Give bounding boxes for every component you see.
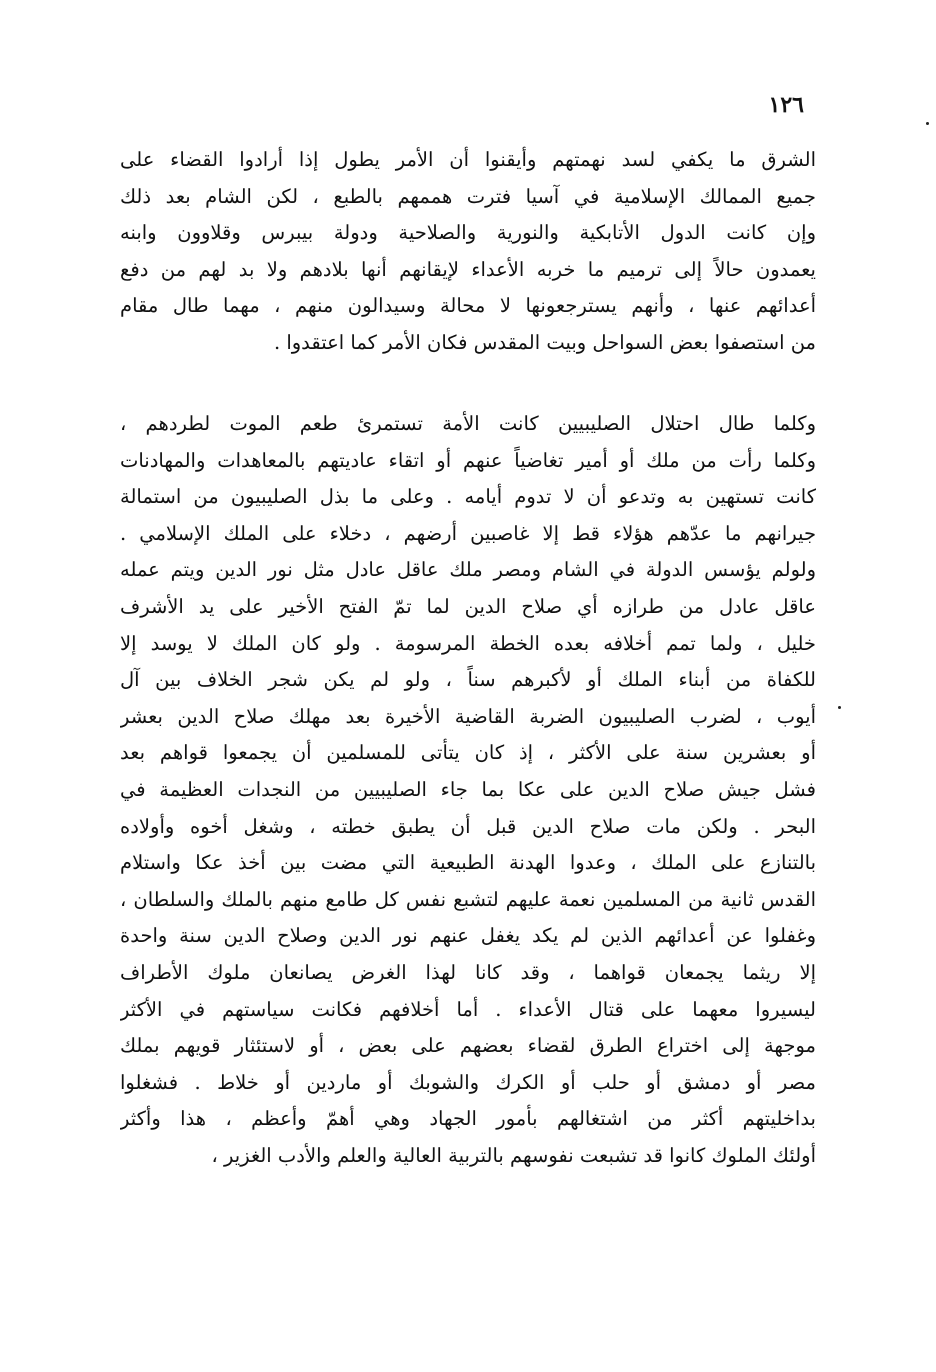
text-line: خليل ، ولما تمم أخلافه بعده الخطة المرسومة . ولو كان الملك لا يوسد إلا — [120, 631, 816, 655]
text-line: من استصفوا بعض السواحل وبيت المقدس فكان الأمر كما اعتقدوا . — [273, 330, 816, 354]
text-line: جميع الممالك الإسلامية في آسيا فترت هممهم بالطبع ، لكن الشام بعد ذلك — [120, 184, 816, 208]
page-number: ١٢٦ — [768, 92, 804, 118]
text-line: البحر . ولكن مات صلاح الدين قبل أن يطبق خطته ، وشغل أخوه وأولاده — [120, 814, 816, 838]
paragraph-2 — [120, 406, 816, 1174]
paragraph-1 — [120, 142, 816, 362]
text-line: فشل جيش صلاح الدين على عكا بما جاء الصليبيين من النجدات العظيمة في — [120, 777, 816, 801]
text-line: ليسيروا معهما على قتال الأعداء . أما أخلافهم فكانت سياستهم في الأكثر — [120, 997, 816, 1021]
text-line: وإن كانت الدول الأتابكية والنورية والصلاحية ودولة بيبرس وقلاوون وابنه — [120, 221, 816, 245]
scan-speck — [838, 706, 841, 709]
text-line: وكلما رأت من ملك أو أمير تغاضياً عنهم أو اتقاء عاديتهم بالمعاهدات والمهادنات — [120, 448, 816, 472]
text-line: وكلما طال احتلال الصليبيين كانت الأمة تستمرئ طعم الموت لطردهم ، — [120, 412, 816, 435]
text-line: أعدائهم عنها ، وأنهم يسترجعونها لا محالة وسيدالون منهم ، مهما طال مقام — [120, 294, 816, 318]
text-line: يعمدون حالاً إلى ترميم ما خربه الأعداء لإيقانهم أنها بلادهم ولا بد لهم من دفع — [120, 257, 816, 281]
scan-speck — [926, 122, 929, 125]
text-line: ولولم يؤسس الدولة في الشام ومصر ملك عاقل عادل مثل نور الدين ويتم عمله — [120, 558, 816, 582]
text-line: موجهة إلى اختراع الطرق لقضاء بعضهم على بعض ، أو لاستئثار قويهم بملك — [120, 1034, 816, 1058]
text-line: وغفلوا عن أعدائهم الذين لم يكد يغفل عنهم نور الدين وصلاح الدين سنة واحدة — [120, 924, 816, 948]
text-line: كانت تستهين به وتدعو أن لا تدوم أيامه . وعلى ما بذل الصليبيون من استمالة — [120, 485, 816, 509]
text-line: للكفاة من أبناء الملك أو لأكبرهم سناً ، ولو لم يكن شجر الخلاف بين آل — [120, 668, 816, 692]
text-line: أولئك الملوك كانوا قد تشبعت نفوسهم بالتربية العالية والعلم والأدب الغزير ، — [211, 1143, 816, 1167]
text-line: مصر أو دمشق أو حلب أو الكرك والشوبك أو ماردين أو خلاط . فشغلوا — [120, 1070, 816, 1094]
text-line: الشرق ما يكفي لسد نهمتهم وأيقنوا أن الأمر يطول إذا أرادوا القضاء على — [120, 148, 816, 171]
text-line: أو بعشرين سنة على الأكثر ، إذ كان يتأتى للمسلمين أن يجمعوا قواهم بعد — [120, 741, 816, 765]
text-line: عاقل عادل من طرازه أي صلاح الدين لما تمّ الفتح الأخير على يد الأشرف — [120, 594, 816, 618]
text-line: بداخليتهم أكثر من اشتغالهم بأمور الجهاد وهي أهمّ وأعظم ، هذا وأكثر — [120, 1107, 816, 1131]
text-line: القدس ثانية من المسلمين نعمة عليهم لتشبع نفس كل طامع منهم بالملك والسلطان ، — [120, 887, 816, 911]
text-line: بالتنازع على الملك ، وعدوا الهدنة الطبيعية التي مضت بين أخذ عكا واستلام — [120, 851, 816, 875]
text-line: إلا ريثما يجمعان قواهما ، وقد كانا لهذا الغرض يصانعان ملوك الأطراف — [120, 960, 816, 984]
text-line: جيرانهم ما عدّهم هؤلاء قط إلا غاصبين أرضهم ، دخلاء على الملك الإسلامي . — [120, 521, 816, 545]
text-line: أيوب ، لضرب الصليبيون الضربة القاضية الأخيرة بعد مهلك صلاح الدين بعشر — [120, 704, 816, 728]
